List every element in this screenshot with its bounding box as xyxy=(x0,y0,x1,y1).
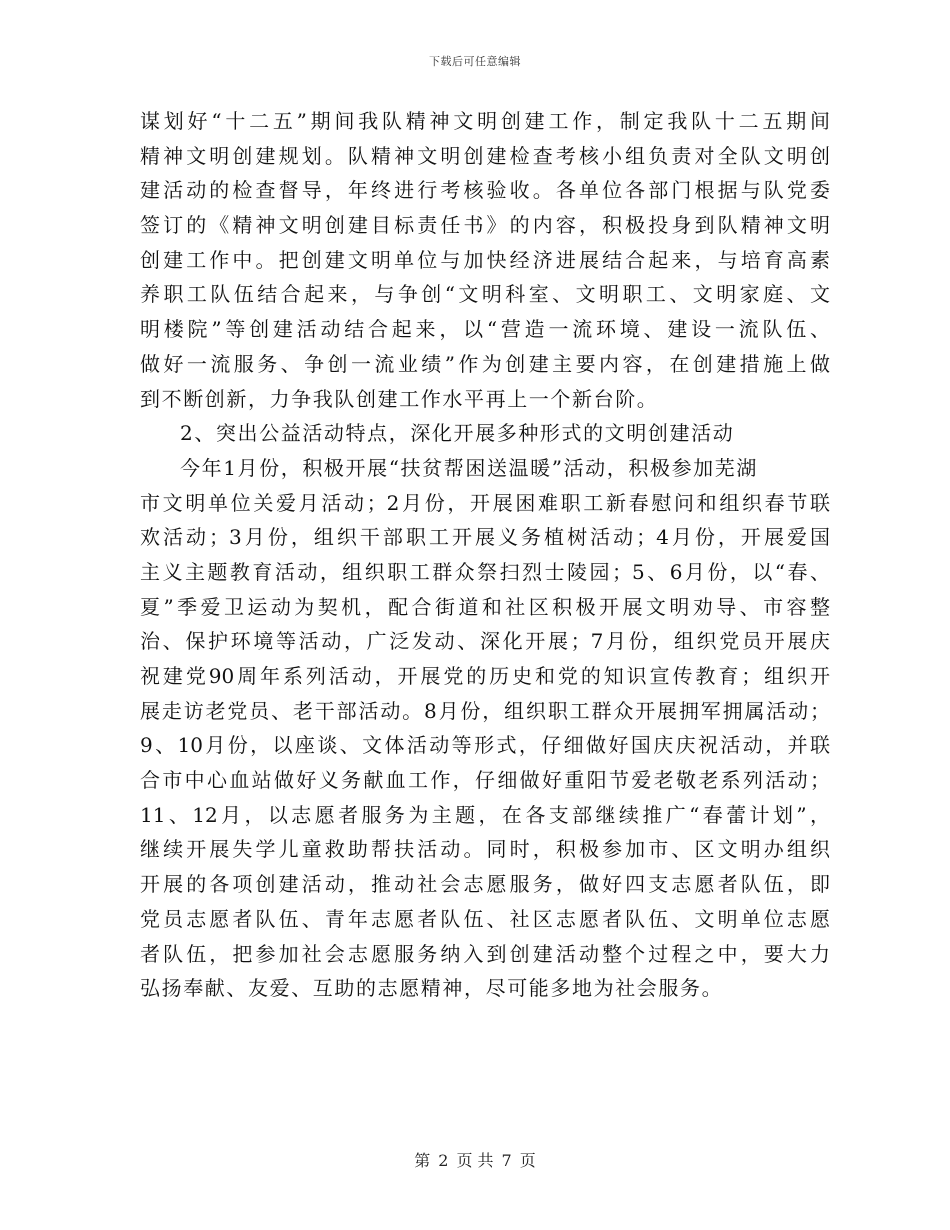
text-line: 精神文明创建规划。队精神文明创建检查考核小组负责对全队文明创 xyxy=(140,143,830,168)
text-line-last: 弘扬奉献、友爱、互助的志愿精神，尽可能多地为社会服务。 xyxy=(140,976,724,1001)
text-line-last: 到不断创新，力争我队创建工作水平再上一个新台阶。 xyxy=(140,386,659,411)
document-body xyxy=(140,104,830,1006)
text-line: 谋划好“十二五”期间我队精神文明创建工作，制定我队十二五期间 xyxy=(140,109,830,133)
current-page-number: 2 xyxy=(438,1151,449,1170)
text-line: 合市中心血站做好义务献血工作，仔细做好重阳节爱老敬老系列活动； xyxy=(140,768,830,793)
text-line: 市文明单位关爱月活动；2月份，开展困难职工新春慰问和组织春节联 xyxy=(140,490,830,515)
text-line: 9、10月份，以座谈、文体活动等形式，仔细做好国庆庆祝活动，并联 xyxy=(140,733,830,758)
text-line: 11、12月，以志愿者服务为主题，在各支部继续推广“春蕾计划”， xyxy=(140,802,830,827)
text-line: 展走访老党员、老干部活动。8月份，组织职工群众开展拥军拥属活动； xyxy=(140,698,830,723)
text-line: 党员志愿者队伍、青年志愿者队伍、社区志愿者队伍、文明单位志愿 xyxy=(140,906,830,931)
text-line: 做好一流服务、争创一流业绩”作为创建主要内容，在创建措施上做 xyxy=(140,351,830,376)
text-line: 养职工队伍结合起来，与争创“文明科室、文明职工、文明家庭、文 xyxy=(140,282,830,307)
text-line: 欢活动；3月份，组织干部职工开展义务植树活动；4月份，开展爱国 xyxy=(140,525,830,550)
footer-suffix: 页 xyxy=(519,1151,536,1170)
section-heading: 2、突出公益活动特点，深化开展多种形式的文明创建活动 xyxy=(180,421,735,446)
text-line: 者队伍，把参加社会志愿服务纳入到创建活动整个过程之中，要大力 xyxy=(140,941,830,966)
header-note: 下载后可任意编辑 xyxy=(429,55,521,68)
text-line: 签订的《精神文明创建目标责任书》的内容，积极投身到队精神文明 xyxy=(140,213,830,238)
text-line: 今年1月份，积极开展“扶贫帮困送温暖”活动，积极参加芜湖 xyxy=(180,455,758,480)
total-pages-number: 7 xyxy=(501,1151,512,1170)
text-line: 主义主题教育活动，组织职工群众祭扫烈士陵园；5、6月份，以“春、 xyxy=(140,559,830,584)
page-footer xyxy=(0,1148,950,1171)
footer-middle: 页 共 xyxy=(456,1151,494,1170)
text-line: 建活动的检查督导，年终进行考核验收。各单位各部门根据与队党委 xyxy=(140,178,830,203)
footer-prefix: 第 xyxy=(414,1151,431,1170)
text-line: 明楼院”等创建活动结合起来，以“营造一流环境、建设一流队伍、 xyxy=(140,317,830,342)
text-line: 继续开展失学儿童救助帮扶活动。同时，积极参加市、区文明办组织 xyxy=(140,837,830,862)
text-line: 夏”季爱卫运动为契机，配合街道和社区积极开展文明劝导、市容整 xyxy=(140,594,830,619)
text-line: 开展的各项创建活动，推动社会志愿服务，做好四支志愿者队伍，即 xyxy=(140,872,830,897)
text-line: 创建工作中。把创建文明单位与加快经济进展结合起来，与培育高素 xyxy=(140,247,830,272)
text-line: 祝建党90周年系列活动，开展党的历史和党的知识宣传教育；组织开 xyxy=(140,664,830,688)
text-line: 治、保护环境等活动，广泛发动、深化开展；7月份，组织党员开展庆 xyxy=(140,629,830,654)
